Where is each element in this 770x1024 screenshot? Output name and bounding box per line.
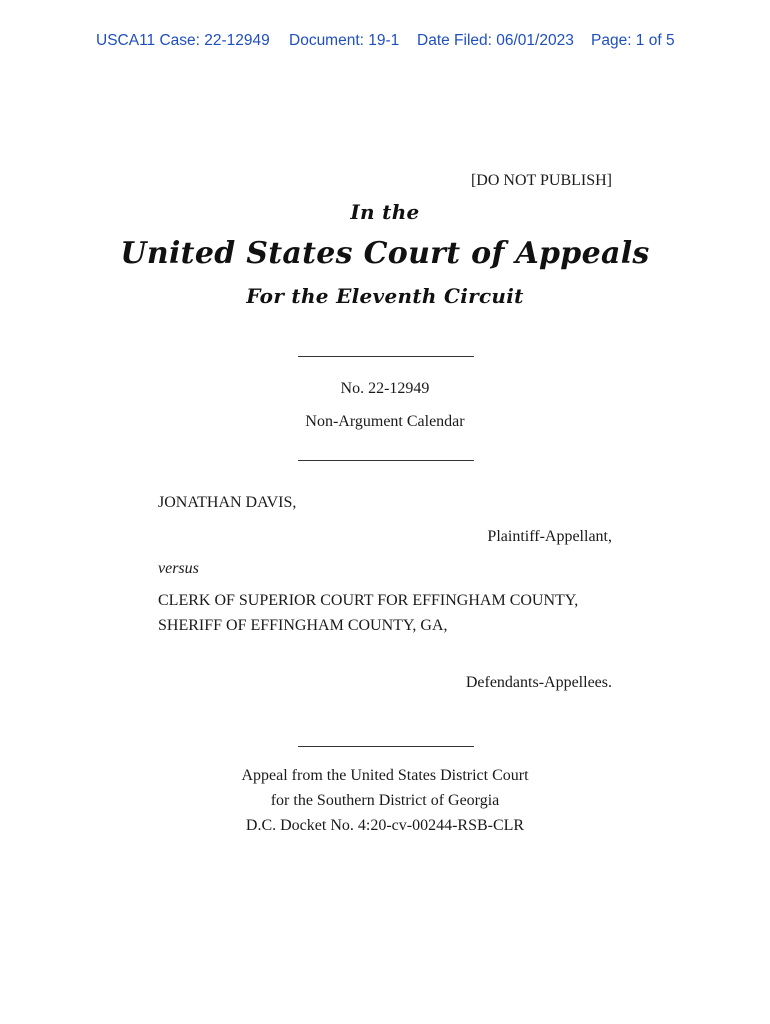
case-number: No. 22-12949 [340,380,430,397]
versus-label: versus [158,560,199,577]
header-case-number: USCA11 Case: 22-12949 [96,32,270,49]
appellee-name-line-1: CLERK OF SUPERIOR COURT FOR EFFINGHAM COUNTY, [158,592,579,609]
header-date-filed: Date Filed: 06/01/2023 [417,32,574,49]
district-docket-number: D.C. Docket No. 4:20-cv-00244-RSB-CLR [245,817,525,834]
appellee-name-line-2: SHERIFF OF EFFINGHAM COUNTY, GA, [158,617,448,634]
court-circuit: For the Eleventh Circuit [246,284,524,308]
court-name: United States Court of Appeals [120,236,650,271]
divider-rule [298,460,474,461]
appeal-origin-line-2: for the Southern District of Georgia [270,792,500,809]
publication-status: [DO NOT PUBLISH] [470,172,612,189]
divider-rule [298,356,474,357]
appellees-role: Defendants-Appellees. [465,674,612,691]
court-in-the: In the [350,200,420,224]
appeal-origin-line-1: Appeal from the United States District Court [241,767,529,784]
header-page-count: Page: 1 of 5 [591,32,675,49]
document-header [0,32,770,54]
divider-rule [298,746,474,747]
calendar-type: Non-Argument Calendar [305,413,465,430]
appellant-name: JONATHAN DAVIS, [158,494,297,511]
appellant-role: Plaintiff-Appellant, [487,528,612,545]
header-document-number: Document: 19-1 [289,32,400,49]
